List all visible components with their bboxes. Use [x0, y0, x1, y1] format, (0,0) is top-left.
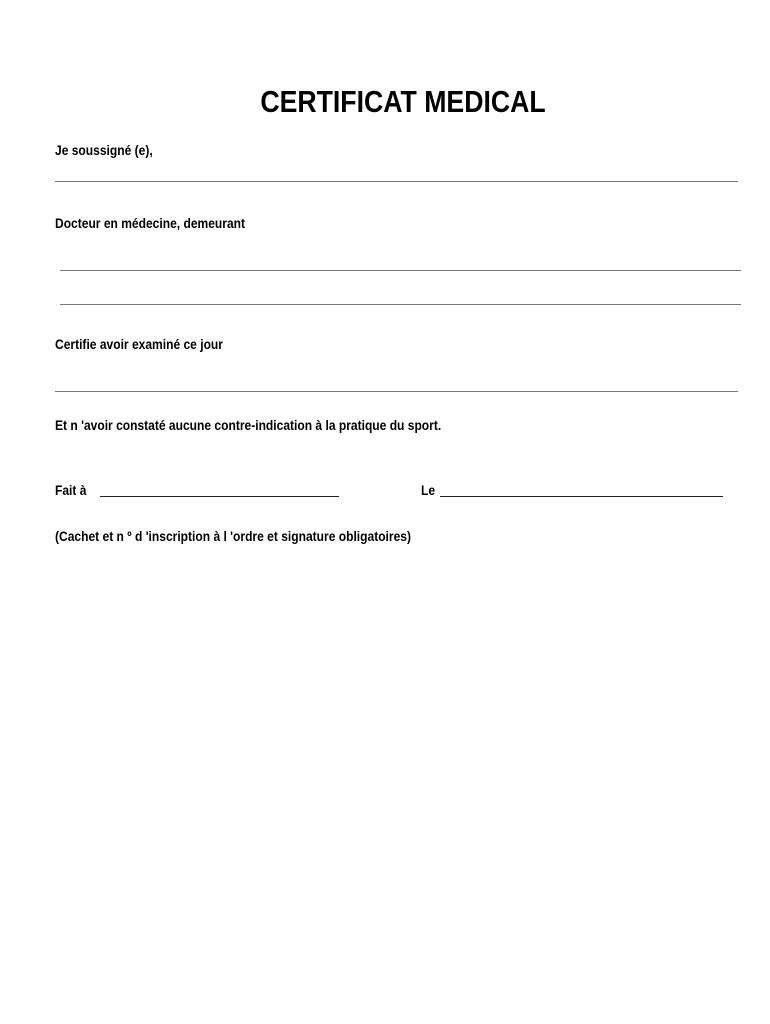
fait-label: Fait à [55, 482, 87, 498]
certifie-label: Certifie avoir examiné ce jour [55, 336, 223, 352]
examined-field[interactable] [55, 391, 738, 392]
le-label: Le [421, 482, 436, 498]
cachet-text: (Cachet et n º d 'inscription à l 'ordre et signature obligatoires) [55, 528, 411, 544]
address-field-2[interactable] [60, 304, 741, 305]
page-title: CERTIFICAT MEDICAL [260, 84, 546, 119]
address-field-1[interactable] [60, 270, 741, 271]
date-field[interactable] [440, 484, 723, 497]
docteur-label: Docteur en médecine, demeurant [55, 215, 246, 231]
soussigne-field[interactable] [55, 181, 738, 182]
fait-field[interactable] [100, 484, 339, 497]
soussigne-label: Je soussigné (e), [55, 142, 153, 158]
constat-text: Et n 'avoir constaté aucune contre-indication à la pratique du sport. [55, 417, 442, 433]
